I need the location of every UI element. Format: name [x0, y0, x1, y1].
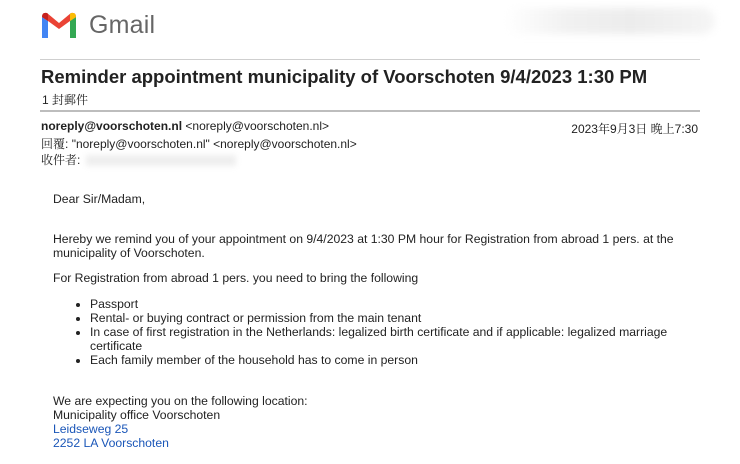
location-name: Municipality office Voorschoten	[53, 408, 221, 422]
redacted-recipient	[86, 155, 236, 166]
location-block	[53, 394, 693, 450]
reminder-paragraph: Hereby we remind you of your appointment on 9/4/2023 at 1:30 PM hour for Registration from abroad 1 pers. at the municipality of Voorschoten.	[53, 232, 674, 260]
sender-address: <noreply@voorschoten.nl>	[185, 119, 330, 133]
address-link-street[interactable]: Leidseweg 25	[53, 422, 129, 436]
gmail-header	[40, 8, 155, 42]
email-body	[53, 192, 693, 450]
email-subject: Reminder appointment municipality of Voorschoten 9/4/2023 1:30 PM	[41, 66, 648, 87]
reply-to-value: "noreply@voorschoten.nl" <noreply@voorschoten.nl>	[71, 137, 357, 151]
recipient-line	[41, 151, 236, 168]
reply-to-line	[41, 135, 357, 152]
requirements-list	[53, 297, 693, 367]
gmail-logo-icon[interactable]	[40, 10, 78, 40]
subject-divider	[40, 110, 700, 112]
reply-to-label: 回覆:	[41, 137, 69, 151]
list-item: • Rental- or buying contract or permission from the main tenant	[90, 311, 693, 325]
email-date: 2023年9月3日 晚上7:30	[571, 122, 698, 136]
requirements-intro: For Registration from abroad 1 pers. you need to bring the following	[53, 271, 419, 285]
list-item: • In case of first registration in the Netherlands: legalized birth certificate and if applicable: legalized marriage certificate	[90, 325, 693, 353]
sender-line	[41, 119, 329, 133]
location-intro: We are expecting you on the following location:	[53, 394, 308, 408]
list-item: • Each family member of the household has to come in person	[90, 353, 693, 367]
recipient-label: 收件者:	[41, 153, 81, 167]
redacted-account-area	[505, 8, 715, 34]
gmail-brand-text: Gmail	[89, 10, 156, 39]
address-link-city[interactable]: 2252 LA Voorschoten	[53, 436, 169, 450]
message-count: 1 封郵件	[42, 93, 89, 107]
header-divider	[40, 59, 700, 60]
list-item: • Passport	[90, 297, 693, 311]
greeting: Dear Sir/Madam,	[53, 192, 146, 206]
sender-name[interactable]: noreply@voorschoten.nl	[41, 119, 183, 133]
